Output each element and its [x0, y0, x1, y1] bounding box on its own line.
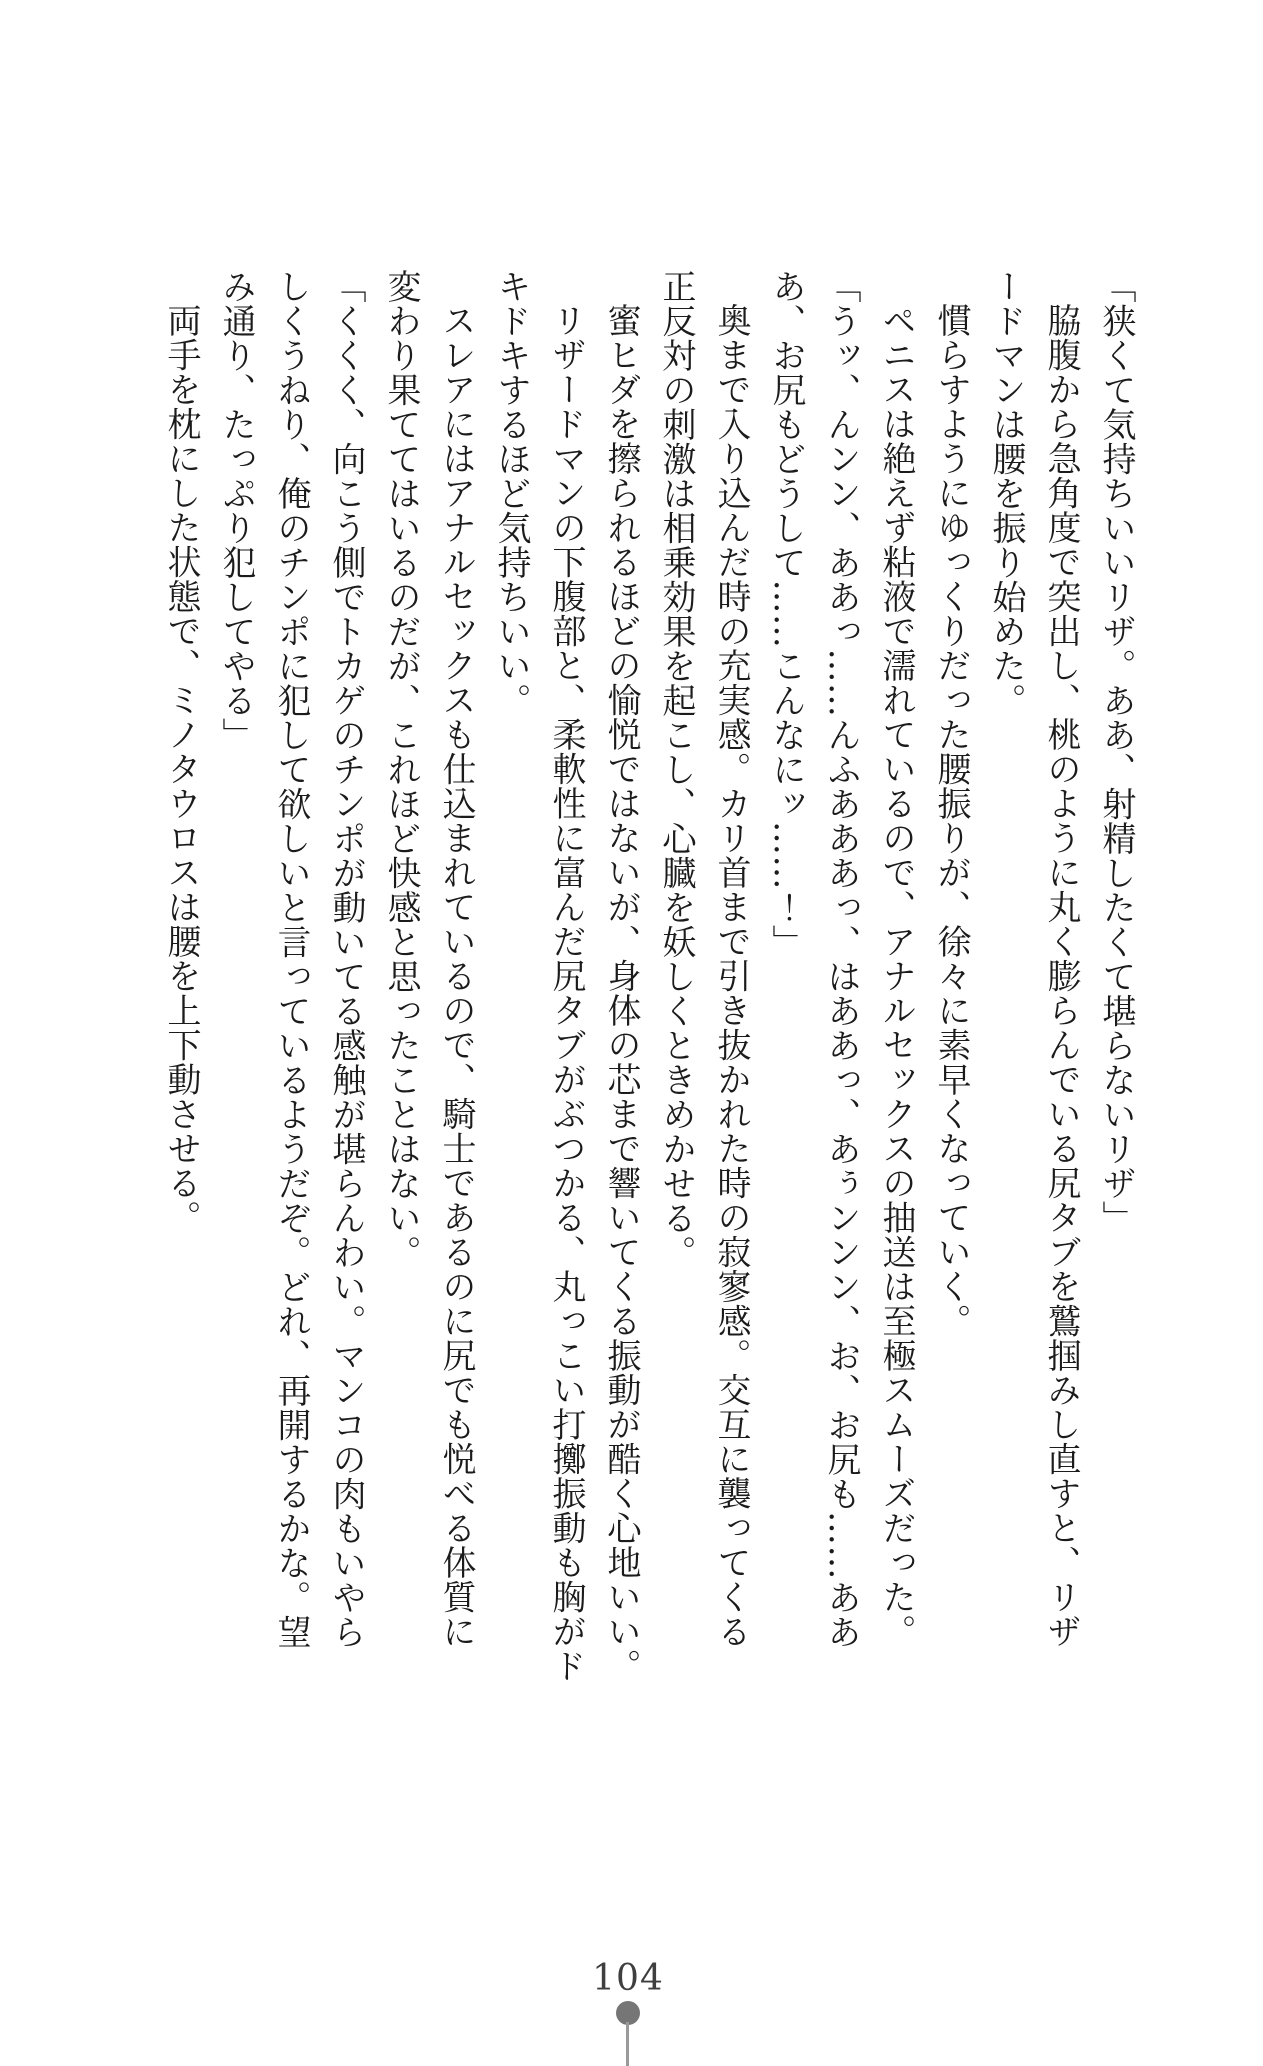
narration-line: キドキするほど気持ちいい。 — [491, 269, 531, 718]
dialogue-line: 「くくく、向こう側でトカゲのチンポが動いてる感触が堪らんわい。マンコの肉もいやら — [326, 269, 366, 1649]
narration-line: 両手を枕にした状態で、ミノタウロスは腰を上下動させる。 — [161, 303, 201, 1235]
dialogue-line: み通り、たっぷり犯してやる」 — [216, 269, 256, 752]
narration-line: リザードマンの下腹部と、柔軟性に富んだ尻タブがぶつかる、丸っこい打擲振動も胸がド — [546, 303, 586, 1683]
dialogue-line: 「狭くて気持ちいいリザ。ああ、射精したくて堪らないリザ」 — [1096, 269, 1136, 1235]
narration-line: 正反対の刺激は相乗効果を起こし、心臓を妖しくときめかせる。 — [656, 269, 696, 1270]
narration-line: 脇腹から急角度で突出し、桃のように丸く膨らんでいる尻タブを鷲掴みし直すと、リザ — [1041, 303, 1081, 1649]
narration-line: 蜜ヒダを擦られるほどの愉悦ではないが、身体の芯まで響いてくる振動が酷く心地いい。 — [601, 303, 641, 1683]
dialogue-line: あ、お尻もどうして……こんなにッ……！」 — [766, 269, 806, 959]
narration-line: 変わり果ててはいるのだが、これほど快感と思ったことはない。 — [381, 269, 421, 1270]
narration-line: ペニスは絶えず粘液で濡れているので、アナルセックスの抽送は至極スムーズだった。 — [876, 303, 916, 1649]
page-number: 104 — [592, 1958, 664, 1999]
dialogue-line: 「うッ、んンン、ああっ……んふあああっ、はああっ、あぅンンン、お、お尻も……ああ — [821, 269, 861, 1649]
bookmark-line — [626, 2022, 629, 2066]
narration-line: 慣らすようにゆっくりだった腰振りが、徐々に素早くなっていく。 — [931, 303, 971, 1338]
dialogue-line: しくうねり、俺のチンポに犯して欲しいと言っているようだぞ。どれ、再開するかな。望 — [271, 269, 311, 1649]
novel-text-block — [153, 269, 1143, 1689]
narration-line: スレアにはアナルセックスも仕込まれているので、騎士であるのに尻でも悦べる体質に — [436, 303, 476, 1649]
narration-line: 奥まで入り込んだ時の充実感。カリ首まで引き抜かれた時の寂寥感。交互に襲ってくる — [711, 303, 751, 1649]
narration-line: ードマンは腰を振り始めた。 — [986, 269, 1026, 718]
